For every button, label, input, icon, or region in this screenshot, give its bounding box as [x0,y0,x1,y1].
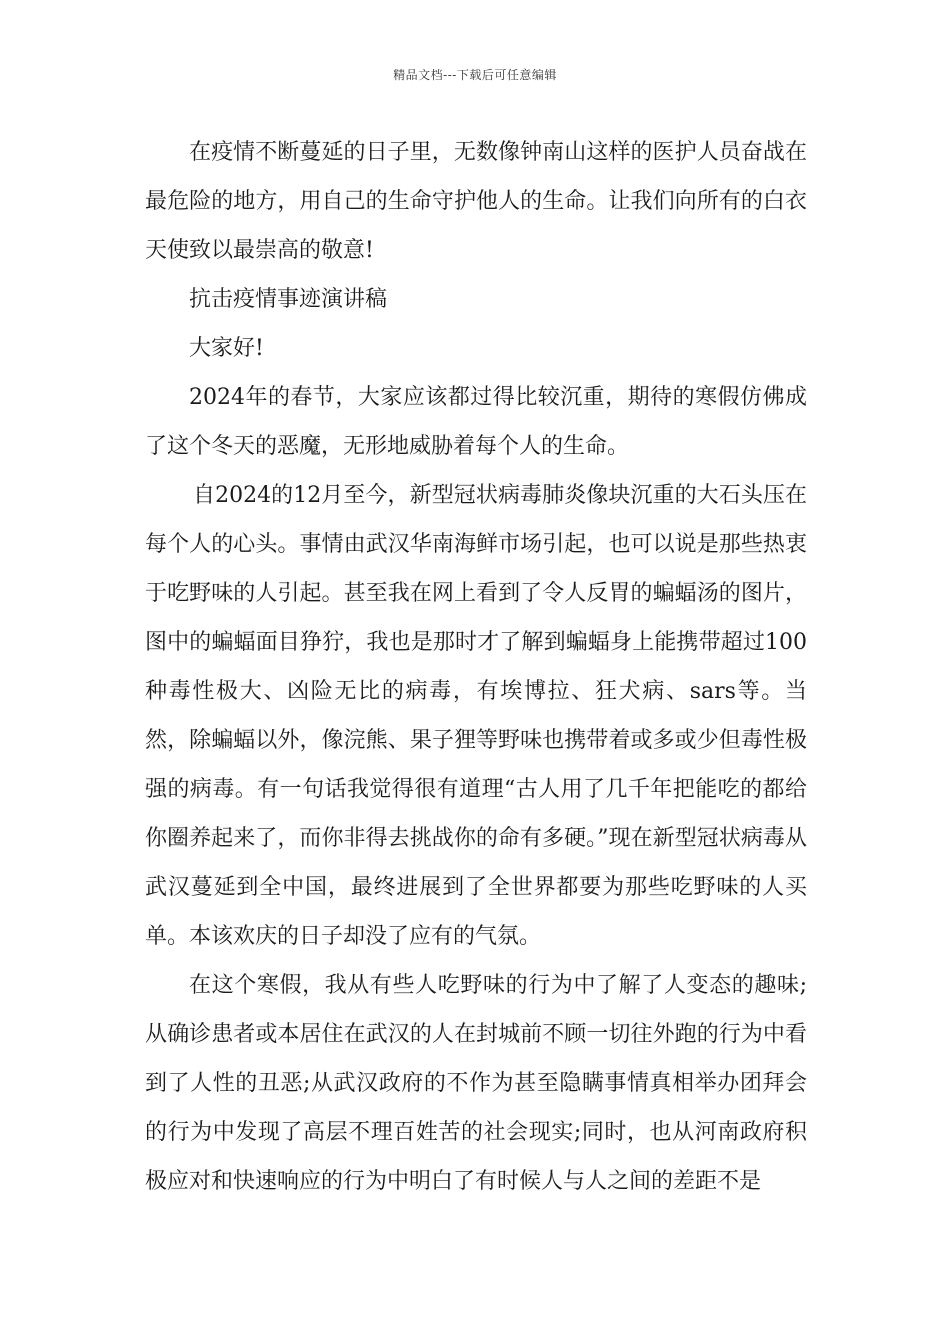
page-header: 精品文档---下载后可任意编辑 [393,68,557,82]
document-body [145,128,807,1206]
greeting: 大家好! [189,336,264,361]
speech-title: 抗击疫情事迹演讲稿 [189,287,388,312]
paragraph-tribute: 在疫情不断蔓延的日子里，无数像钟南山这样的医护人员奋战在最危险的地方，用自己的生命守护他人的生命。让我们向所有的白衣天使致以最崇高的敬意! [145,140,807,263]
paragraph-reflection: 在这个寒假，我从有些人吃野味的行为中了解了人变态的趣味;从确诊患者或本居住在武汉的人在封城前不顾一切往外跑的行为中看到了人性的丑恶;从武汉政府的不作为甚至隐瞒事情真相举办团拜会的行为中发现了高层不理百姓苦的社会现实;同时，也从河南政府积极应对和快速响应的行为中明白了有时候人与人之间的差距不是 [145,973,807,1194]
paragraph-spring-festival: 2024年的春节，大家应该都过得比较沉重，期待的寒假仿佛成了这个冬天的恶魔，无形地威胁着每个人的生命。 [145,385,807,459]
paragraph-outbreak: 自2024的12月至今，新型冠状病毒肺炎像块沉重的大石头压在每个人的心头。事情由武汉华南海鲜市场引起，也可以说是那些热衷于吃野味的人引起。甚至我在网上看到了令人反胃的蝙蝠汤的图片，图中的蝙蝠面目狰狞，我也是那时才了解到蝙蝠身上能携带超过100种毒性极大、凶险无比的病毒，有埃博拉、狂犬病、sars等。当然，除蝙蝠以外，像浣熊、果子狸等野味也携带着或多或少但毒性极强的病毒。有一句话我觉得很有道理“古人用了几千年把能吃的都给你圈养起来了，而你非得去挑战你的命有多硬。”现在新型冠状病毒从武汉蔓延到全中国，最终进展到了全世界都要为那些吃野味的人买单。本该欢庆的日子却没了应有的气氛。 [145,483,807,949]
